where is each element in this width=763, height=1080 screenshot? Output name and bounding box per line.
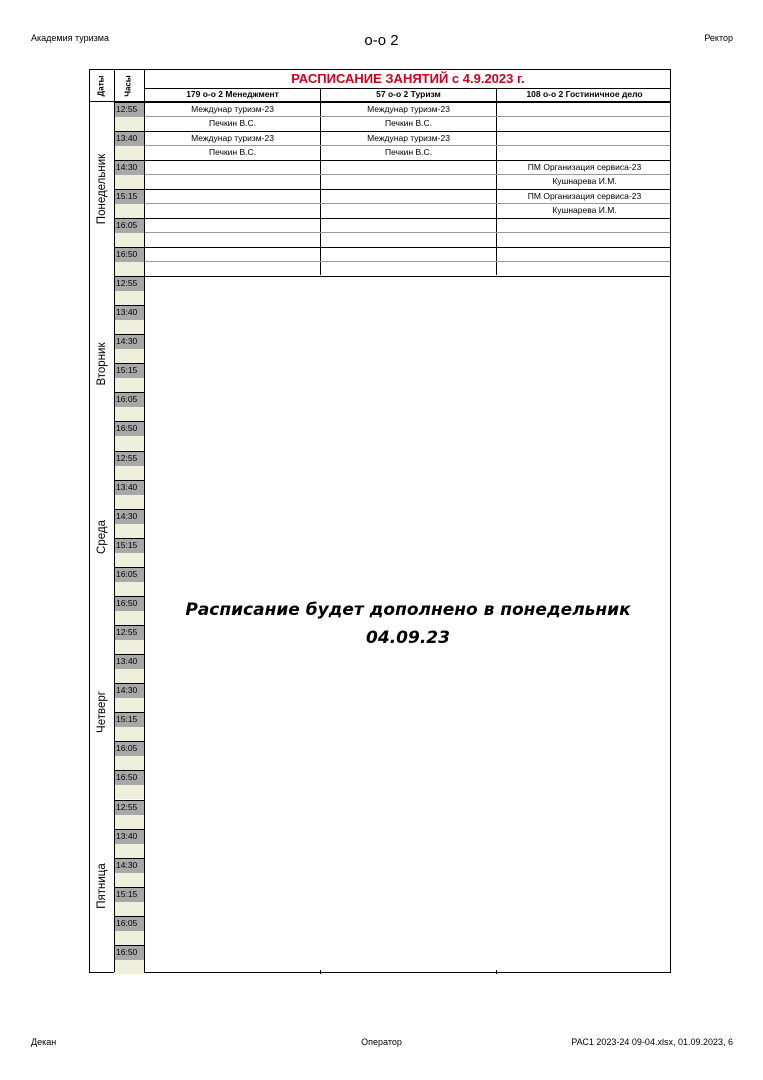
time-slot-label: 14:30 (116, 860, 138, 870)
subject-cell (321, 218, 496, 232)
time-slot-bg-lower (114, 349, 144, 363)
teacher-cell (497, 116, 672, 130)
notice-line-1: Расписание будет дополнено в понедельник (185, 600, 631, 620)
schedule-table (89, 69, 671, 973)
rector-label: Ректор (704, 33, 733, 43)
time-slot-label: 16:05 (116, 220, 138, 230)
teacher-cell (321, 174, 496, 188)
teacher-cell (497, 261, 672, 275)
subject-cell: Междунар туризм-23 (191, 133, 274, 143)
time-slot-bg-lower (114, 407, 144, 421)
time-slot-bg-lower (114, 611, 144, 625)
teacher-cell (145, 174, 320, 188)
time-slot-label: 15:15 (116, 365, 138, 375)
group-header-hotel: 108 о-о 2 Гостиничное дело (526, 89, 643, 99)
subject-cell: ПМ Организация сервиса-23 (527, 162, 642, 172)
time-slot-label: 13:40 (116, 133, 138, 143)
time-slot-label: 16:50 (116, 772, 138, 782)
teacher-cell (321, 261, 496, 275)
day-monday: Понедельник (96, 153, 108, 225)
subject-cell: Междунар туризм-23 (191, 104, 274, 114)
dean-label: Декан (31, 1037, 57, 1047)
time-slot-bg-lower (114, 204, 144, 218)
time-slot-bg-lower (114, 698, 144, 712)
time-slot-bg-lower (114, 291, 144, 305)
subject-cell: Междунар туризм-23 (367, 133, 450, 143)
time-slot-label: 16:05 (116, 569, 138, 579)
teacher-cell (145, 203, 320, 217)
subject-cell (497, 247, 672, 261)
time-slot-bg-lower (114, 844, 144, 858)
time-slot-bg-lower (114, 815, 144, 829)
time-slot-label: 13:40 (116, 656, 138, 666)
time-slot-bg-lower (114, 524, 144, 538)
teacher-cell: Кушнарева И.М. (552, 205, 617, 215)
teacher-cell: Печкин В.С. (384, 147, 433, 157)
day-tuesday: Вторник (96, 342, 108, 386)
time-slot-bg-lower (114, 727, 144, 741)
notice-line-2: 04.09.23 (366, 628, 450, 648)
time-slot-bg-lower (114, 466, 144, 480)
group-title: о-о 2 (364, 32, 399, 49)
time-slot-bg-lower (114, 785, 144, 799)
subject-cell (497, 102, 672, 116)
subject-cell (145, 218, 320, 232)
teacher-cell: Печкин В.С. (208, 118, 257, 128)
time-slot-bg-lower (114, 931, 144, 945)
time-slot-label: 14:30 (116, 685, 138, 695)
time-slot-bg-lower (114, 873, 144, 887)
subject-cell (321, 189, 496, 203)
teacher-cell (497, 232, 672, 246)
teacher-cell (145, 232, 320, 246)
time-slot-bg-lower (114, 553, 144, 567)
time-slot-label: 13:40 (116, 831, 138, 841)
subject-cell (145, 247, 320, 261)
group-header-tourism: 57 о-о 2 Туризм (376, 89, 441, 99)
teacher-cell (321, 203, 496, 217)
time-slot-label: 14:30 (116, 336, 138, 346)
time-slot-label: 14:30 (116, 162, 138, 172)
time-slot-label: 13:40 (116, 307, 138, 317)
teacher-cell: Печкин В.С. (208, 147, 257, 157)
time-slot-bg-lower (114, 117, 144, 131)
time-slot-label: 15:15 (116, 889, 138, 899)
teacher-cell: Печкин В.С. (384, 118, 433, 128)
time-slot-label: 15:15 (116, 191, 138, 201)
teacher-cell: Кушнарева И.М. (552, 176, 617, 186)
subject-cell (145, 189, 320, 203)
group-header-management: 179 о-о 2 Менеджмент (186, 89, 279, 99)
subject-cell (321, 247, 496, 261)
time-slot-label: 16:05 (116, 394, 138, 404)
time-slot-bg-lower (114, 378, 144, 392)
time-slot-bg-lower (114, 902, 144, 916)
time-slot-label: 16:50 (116, 947, 138, 957)
time-slot-label: 12:55 (116, 278, 138, 288)
hours-column-header: Часы (123, 75, 133, 97)
time-slot-label: 16:50 (116, 249, 138, 259)
time-slot-bg-lower (114, 669, 144, 683)
time-slot-label: 12:55 (116, 104, 138, 114)
time-slot-label: 12:55 (116, 453, 138, 463)
time-slot-label: 16:50 (116, 598, 138, 608)
operator-label: Оператор (361, 1037, 402, 1047)
teacher-cell (497, 145, 672, 159)
file-info: РАС1 2023-24 09-04.xlsx, 01.09.2023, 6 (571, 1037, 733, 1047)
subject-cell (145, 160, 320, 174)
time-slot-label: 14:30 (116, 511, 138, 521)
time-slot-label: 15:15 (116, 714, 138, 724)
subject-cell: Междунар туризм-23 (367, 104, 450, 114)
time-slot-label: 15:15 (116, 540, 138, 550)
subject-cell (321, 160, 496, 174)
time-slot-bg-lower (114, 495, 144, 509)
time-slot-label: 16:05 (116, 743, 138, 753)
time-slot-bg-lower (114, 582, 144, 596)
time-slot-bg-lower (114, 756, 144, 770)
time-slot-bg-lower (114, 640, 144, 654)
time-slot-label: 16:05 (116, 918, 138, 928)
subject-cell (497, 218, 672, 232)
day-wednesday: Среда (96, 520, 108, 554)
time-slot-bg-lower (114, 262, 144, 276)
time-slot-bg-lower (114, 436, 144, 450)
time-slot-label: 12:55 (116, 802, 138, 812)
subject-cell (497, 131, 672, 145)
time-slot-bg-lower (114, 146, 144, 160)
time-slot-bg-lower (114, 175, 144, 189)
schedule-title: РАСПИСАНИЕ ЗАНЯТИЙ с 4.9.2023 г. (291, 71, 525, 86)
time-slot-bg-lower (114, 960, 144, 974)
schedule-notice (146, 596, 670, 652)
teacher-cell (145, 261, 320, 275)
day-friday: Пятница (96, 863, 108, 909)
time-slot-label: 12:55 (116, 627, 138, 637)
time-slot-bg-lower (114, 320, 144, 334)
time-slot-label: 16:50 (116, 423, 138, 433)
dates-column-header: Даты (96, 75, 106, 97)
teacher-cell (321, 232, 496, 246)
time-slot-bg-lower (114, 233, 144, 247)
day-thursday: Четверг (96, 691, 108, 733)
time-slot-label: 13:40 (116, 482, 138, 492)
subject-cell: ПМ Организация сервиса-23 (527, 191, 642, 201)
academy-name: Академия туризма (31, 33, 109, 43)
